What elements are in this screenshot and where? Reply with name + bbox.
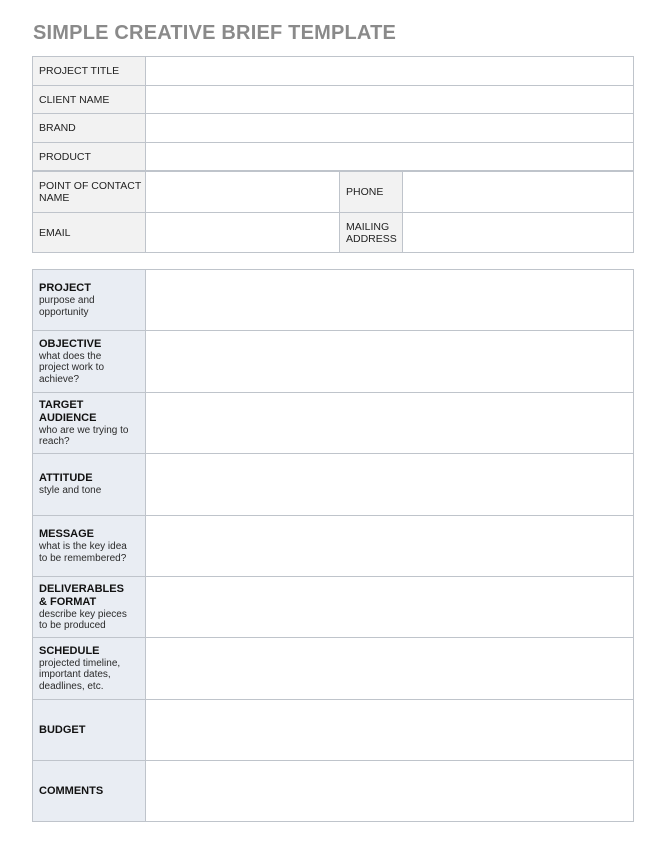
phone-label: PHONE xyxy=(340,172,403,212)
project-info-table xyxy=(32,56,634,253)
client-name-field[interactable] xyxy=(146,86,633,113)
client-name-row xyxy=(33,86,633,114)
email-field[interactable] xyxy=(146,213,340,252)
comments-field[interactable] xyxy=(146,761,633,821)
brief-row-schedule xyxy=(33,638,633,700)
deliverables-description: describe key pieces to be produced xyxy=(39,608,127,631)
brand-label: BRAND xyxy=(33,114,146,142)
creative-brief-table xyxy=(32,269,634,822)
brief-row-budget xyxy=(33,700,633,761)
message-description: what is the key idea to be remembered? xyxy=(39,541,127,564)
mailing-address-field[interactable] xyxy=(403,213,633,252)
brief-row-attitude xyxy=(33,454,633,516)
point-of-contact-label-line2: NAME xyxy=(39,192,70,204)
point-of-contact-label-line1: POINT OF CONTACT xyxy=(39,180,142,192)
deliverables-field[interactable] xyxy=(146,577,633,637)
product-label: PRODUCT xyxy=(33,143,146,170)
product-field[interactable] xyxy=(146,143,633,170)
attitude-section-label xyxy=(33,454,146,515)
budget-field[interactable] xyxy=(146,700,633,760)
message-heading: MESSAGE xyxy=(39,528,95,540)
contact-row xyxy=(33,172,633,213)
schedule-heading: SCHEDULE xyxy=(39,644,100,657)
brief-row-project xyxy=(33,270,633,331)
email-row xyxy=(33,213,633,252)
brief-row-target-audience xyxy=(33,393,633,454)
objective-section-label xyxy=(33,331,146,392)
message-section-label xyxy=(33,516,146,576)
client-name-label: CLIENT NAME xyxy=(33,86,146,113)
attitude-field[interactable] xyxy=(146,454,633,515)
attitude-description: style and tone xyxy=(39,485,102,497)
target-audience-section-label xyxy=(33,393,146,453)
objective-description: what does the project work to achieve? xyxy=(39,350,105,385)
project-description: purpose and opportunity xyxy=(39,295,95,318)
mailing-address-label-line2: ADDRESS xyxy=(346,232,397,245)
mailing-address-label xyxy=(340,213,403,252)
project-title-field[interactable] xyxy=(146,57,633,85)
target-audience-description: who are we trying to reach? xyxy=(39,424,129,447)
target-audience-field[interactable] xyxy=(146,393,633,453)
product-row xyxy=(33,143,633,172)
schedule-field[interactable] xyxy=(146,638,633,699)
brief-row-deliverables xyxy=(33,577,633,638)
comments-section-label xyxy=(33,761,146,821)
comments-heading: COMMENTS xyxy=(39,784,104,797)
schedule-section-label xyxy=(33,638,146,699)
target-audience-heading: TARGET AUDIENCE xyxy=(39,398,97,424)
message-field[interactable] xyxy=(146,516,633,576)
brand-field[interactable] xyxy=(146,114,633,142)
brief-row-message xyxy=(33,516,633,577)
deliverables-section-label xyxy=(33,577,146,637)
phone-field[interactable] xyxy=(403,172,633,212)
attitude-heading: ATTITUDE xyxy=(39,472,93,485)
deliverables-heading: DELIVERABLES & FORMAT xyxy=(39,582,124,608)
project-heading: PROJECT xyxy=(39,282,91,294)
point-of-contact-label xyxy=(33,172,146,212)
budget-section-label xyxy=(33,700,146,760)
project-section-label xyxy=(33,270,146,330)
objective-field[interactable] xyxy=(146,331,633,392)
brief-row-objective xyxy=(33,331,633,393)
project-field[interactable] xyxy=(146,270,633,330)
point-of-contact-field[interactable] xyxy=(146,172,340,212)
mailing-address-label-line1: MAILING xyxy=(346,220,390,233)
brand-row xyxy=(33,114,633,143)
budget-heading: BUDGET xyxy=(39,723,86,736)
brief-row-comments xyxy=(33,761,633,821)
objective-heading: OBJECTIVE xyxy=(39,337,102,350)
page-title: SIMPLE CREATIVE BRIEF TEMPLATE xyxy=(33,22,397,44)
email-label: EMAIL xyxy=(33,213,146,252)
schedule-description: projected timeline, important dates, deadlines, etc. xyxy=(39,657,121,692)
project-title-label: PROJECT TITLE xyxy=(33,57,146,85)
project-title-row xyxy=(33,57,633,86)
